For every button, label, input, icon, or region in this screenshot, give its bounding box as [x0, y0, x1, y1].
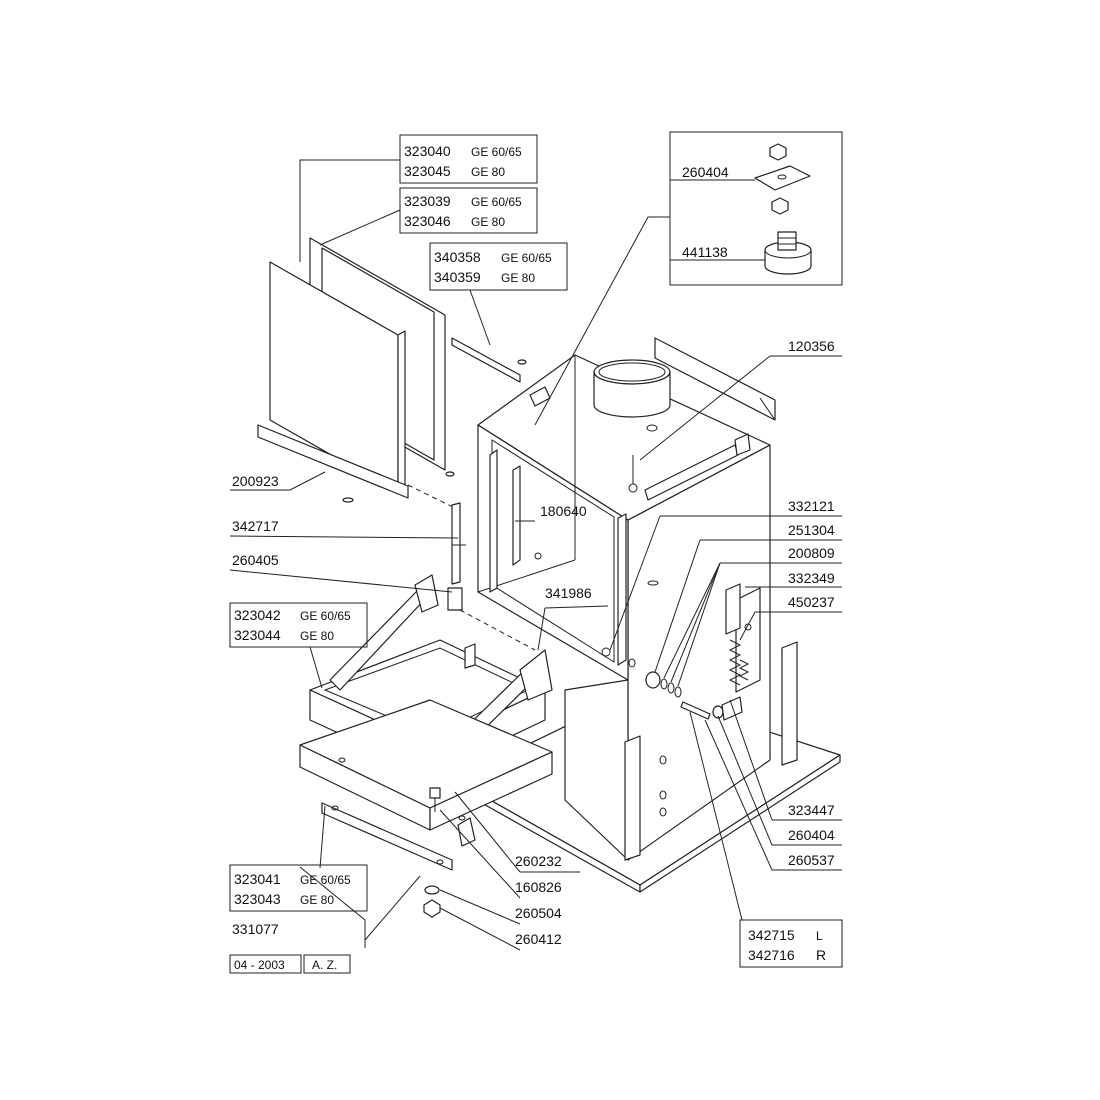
label-323045-variant: GE 80: [471, 165, 506, 179]
label-323039-variant: GE 60/65: [471, 195, 522, 209]
label-260404-inset: 260404: [682, 164, 729, 180]
footer-date: 04 - 2003: [234, 958, 285, 972]
label-342717: 342717: [232, 518, 279, 534]
label-342715: 342715: [748, 927, 795, 943]
label-441138: 441138: [682, 244, 728, 260]
label-340359-variant: GE 80: [501, 271, 536, 285]
label-342716-variant: R: [816, 947, 827, 963]
footer-author: A. Z.: [312, 958, 338, 972]
label-260412: 260412: [515, 931, 562, 947]
label-200809: 200809: [788, 545, 835, 561]
label-323044: 323044: [234, 627, 281, 643]
label-331077: 331077: [232, 921, 279, 937]
label-323043: 323043: [234, 891, 281, 907]
inset-box: [670, 132, 842, 285]
label-180640: 180640: [540, 503, 587, 519]
label-323046-variant: GE 80: [471, 215, 506, 229]
label-323040-variant: GE 60/65: [471, 145, 522, 159]
label-341986: 341986: [545, 585, 592, 601]
label-260504: 260504: [515, 905, 562, 921]
label-323044-variant: GE 80: [300, 629, 335, 643]
label-323043-variant: GE 80: [300, 893, 335, 907]
label-323041-variant: GE 60/65: [300, 873, 351, 887]
label-323045: 323045: [404, 163, 451, 179]
label-323042-variant: GE 60/65: [300, 609, 351, 623]
label-200923: 200923: [232, 473, 279, 489]
label-260232: 260232: [515, 853, 562, 869]
label-332349: 332349: [788, 570, 835, 586]
label-120356: 120356: [788, 338, 835, 354]
label-260537: 260537: [788, 852, 835, 868]
label-450237: 450237: [788, 594, 835, 610]
label-323039: 323039: [404, 193, 451, 209]
label-260404: 260404: [788, 827, 835, 843]
label-340359: 340359: [434, 269, 481, 285]
label-323041: 323041: [234, 871, 281, 887]
rail-340358: [452, 338, 520, 382]
label-251304: 251304: [788, 522, 835, 538]
inset-parts: [755, 144, 811, 274]
label-340358-variant: GE 60/65: [501, 251, 552, 265]
label-342716: 342716: [748, 947, 795, 963]
label-323046: 323046: [404, 213, 451, 229]
label-160826: 160826: [515, 879, 562, 895]
label-323042: 323042: [234, 607, 281, 623]
label-323040: 323040: [404, 143, 451, 159]
label-332121: 332121: [788, 498, 835, 514]
label-340358: 340358: [434, 249, 481, 265]
label-323447: 323447: [788, 802, 835, 818]
label-260405: 260405: [232, 552, 279, 568]
label-342715-variant: L: [816, 929, 823, 943]
door-panels: [258, 238, 455, 508]
